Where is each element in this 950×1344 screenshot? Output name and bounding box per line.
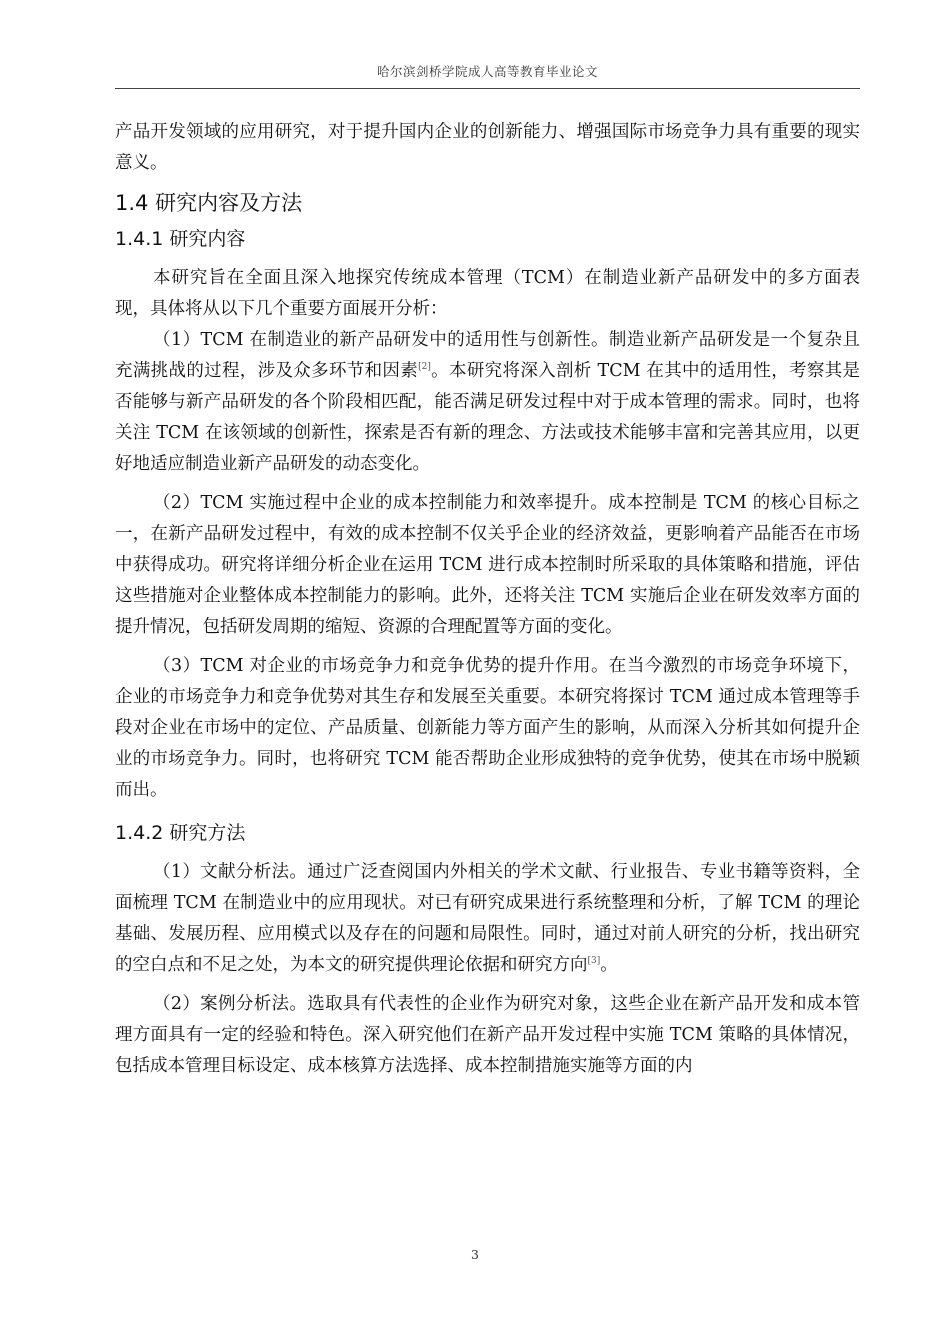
section-heading-1-4: 1.4 研究内容及方法 (115, 191, 303, 215)
research-method-1 (115, 857, 860, 981)
citation-3[interactable]: [3] (587, 956, 601, 967)
method-1-text-b: 。 (600, 955, 618, 975)
page-header: 哈尔滨剑桥学院成人高等教育毕业论文 (376, 64, 598, 79)
research-content-lead: 本研究旨在全面且深入地探究传统成本管理（TCM）在制造业新产品研发中的多方面表现，具体将从以下几个重要方面展开分析： (115, 268, 860, 319)
item-1-text-a: （1）TCM 在制造业的新产品研发中的适用性与创新性。制造业新产品研发是一个复杂且充满挑战的过程，涉及众多环节和因素 (115, 330, 860, 381)
research-content-item-3: （3）TCM 对企业的市场竞争力和竞争优势的提升作用。在当今激烈的市场竞争环境下，企业的市场竞争力和竞争优势对其生存和发展至关重要。本研究将探讨 TCM 通过成本管理等手段对企业在市场中的定位、产品质量、创新能力等方面产生的影响，从而深入分析其如何提升企业的市场竞争力。同时，也将研究 TCM 能否帮助企业形成独特的竞争优势，使其在市场中脱颖而出。 (115, 656, 860, 800)
research-content-item-2: （2）TCM 实施过程中企业的成本控制能力和效率提升。成本控制是 TCM 的核心目标之一，在新产品研发过程中，有效的成本控制不仅关乎企业的经济效益，更影响着产品能否在市场中获得成功。研究将详细分析企业在运用 TCM 进行成本控制时所采取的具体策略和措施，评估这些措施对企业整体成本控制能力的影响。此外，还将关注 TCM 实施后企业在研发效率方面的提升情况，包括研发周期的缩短、资源的合理配置等方面的变化。 (115, 493, 860, 637)
header-divider (115, 88, 860, 89)
citation-2[interactable]: [2] (418, 362, 431, 373)
item-1-text-b: 。本研究将深入剖析 TCM 在其中的适用性，考察其是否能够与新产品研发的各个阶段相匹配，能否满足研发过程中对于成本管理的需求。同时，也将关注 TCM 在该领域的创新性，探索是否有新的理念、方法或技术能够丰富和完善其应用，以更好地适应制造业新产品研发的动态变化。 (115, 361, 861, 474)
research-method-2: （2）案例分析法。选取具有代表性的企业作为研究对象，这些企业在新产品开发和成本管理方面具有一定的经验和特色。深入研究他们在新产品开发过程中实施 TCM 策略的具体情况，包括成本管理目标设定、成本核算方法选择、成本控制措施实施等方面的内 (115, 994, 860, 1076)
page-number: 3 (471, 1247, 479, 1262)
intro-paragraph: 产品开发领域的应用研究，对于提升国内企业的创新能力、增强国际市场竞争力具有重要的现实意义。 (115, 122, 860, 173)
section-heading-1-4-1: 1.4.1 研究内容 (115, 228, 246, 250)
page-content (115, 117, 860, 1082)
research-content-item-1 (115, 325, 860, 480)
method-1-text-a: （1）文献分析法。通过广泛查阅国内外相关的学术文献、行业报告、专业书籍等资料，全面梳理 TCM 在制造业中的应用现状。对已有研究成果进行系统整理和分析，了解 TCM 的理论基础、发展历程、应用模式以及存在的问题和局限性。同时，通过对前人研究的分析，找出研究的空白点和不足之处，为本文的研究提供理论依据和研究方向 (115, 862, 860, 975)
section-heading-1-4-2: 1.4.2 研究方法 (115, 822, 246, 844)
